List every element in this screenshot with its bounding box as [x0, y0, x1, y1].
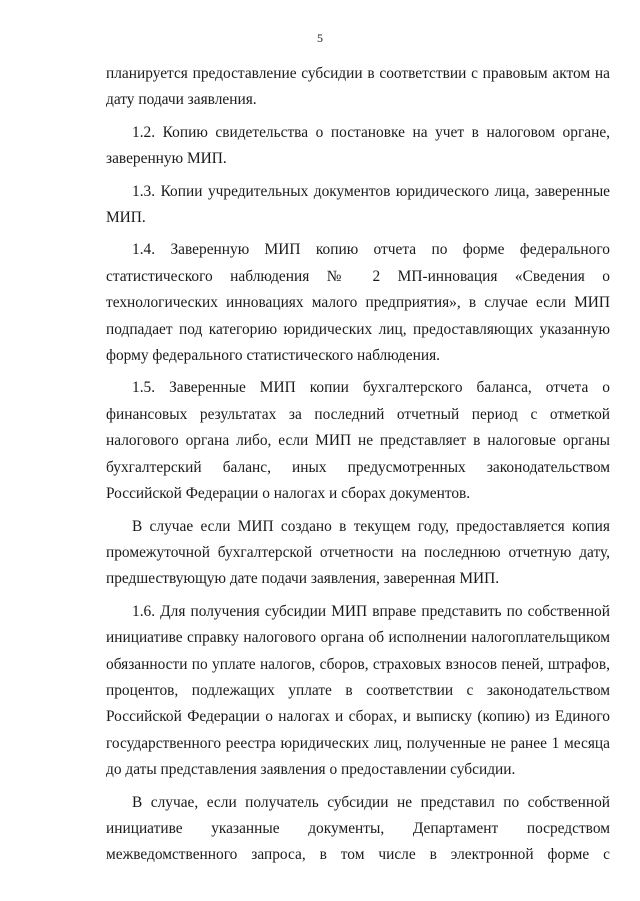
paragraph-item-1-5: 1.5. Заверенные МИП копии бухгалтерского баланса, отчета о финансовых результатах за последний отчетный период с отметкой налогового органа либо, если МИП не представляет в налоговые органы бухгалтерский баланс, иных предусмотренных законодательством Российской Федерации о налогах и сборах документов. — [106, 379, 610, 503]
paragraph-continuation: планируется предоставление субсидии в соответствии с правовым актом на дату подачи заявления. — [106, 65, 610, 109]
paragraph-item-1-4: 1.4. Заверенную МИП копию отчета по форме федерального статистического наблюдения № 2 МП-инновация «Сведения о технологических инновациях малого предприятия», в случае если МИП подпадает под категорию юридических лиц, предоставляющих указанную форму федерального статистического наблюдения. — [106, 241, 610, 365]
paragraph-new-company-case: В случае если МИП создано в текущем году, предоставляется копия промежуточной бухгалтерской отчетности на последнюю отчетную дату, предшествующую дате подачи заявления, заверенная МИП. — [106, 517, 610, 588]
paragraph-item-1-3: 1.3. Копии учредительных документов юридического лица, заверенные МИП. — [106, 182, 610, 227]
paragraph-item-1-6: 1.6. Для получения субсидии МИП вправе представить по собственной инициативе справку налогового органа об исполнении налогоплательщиком обязанности по уплате налогов, сборов, страховых взносов пеней, штрафов, процентов, подлежащих уплате в соответствии с законодательством Российской Федерации о налогах и сборах, и выписку (копию) из Единого государственного реестра юридических лиц, полученные не ранее 1 месяца до даты представления заявления о предоставлении субсидии. — [106, 602, 610, 779]
paragraph-item-1-2: 1.2. Копию свидетельства о постановке на учет в налоговом органе, заверенную МИП. — [106, 123, 610, 168]
page-number: 5 — [317, 31, 323, 45]
document-body — [106, 61, 610, 875]
paragraph-interagency-request: В случае, если получатель субсидии не представил по собственной инициативе указанные документы, Департамент посредством межведомственного запроса, в том числе в электронной форме с — [106, 793, 610, 864]
